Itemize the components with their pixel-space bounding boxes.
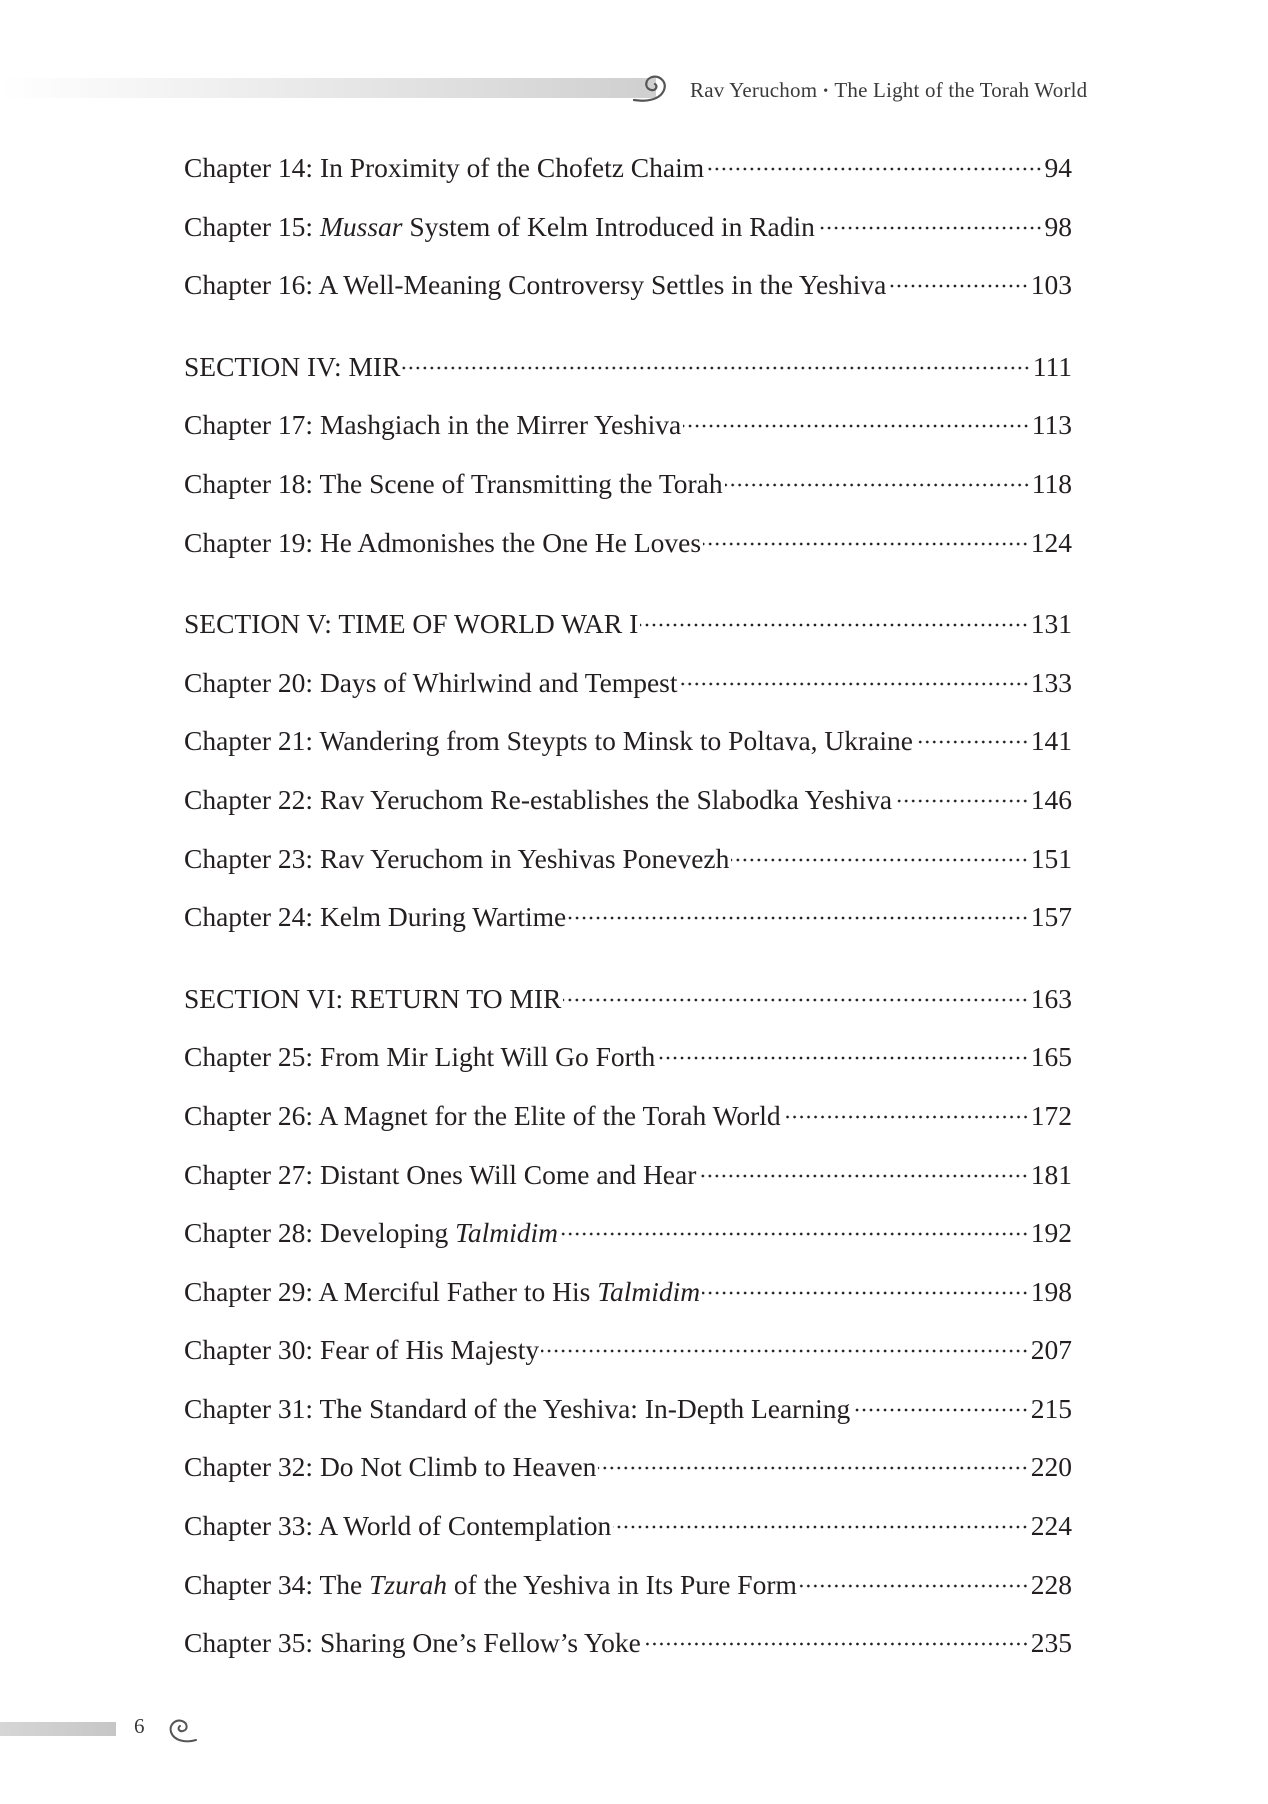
toc-page-number: 165	[1030, 1041, 1072, 1073]
dot-leader	[703, 540, 1029, 548]
dot-leader	[643, 1640, 1029, 1648]
toc-chapter-entry	[184, 207, 1072, 266]
dot-leader	[568, 914, 1029, 922]
toc-page-number: 94	[1044, 152, 1072, 183]
toc-entry-title-text: Chapter 15:	[184, 210, 320, 242]
dot-leader	[799, 1582, 1029, 1590]
toc-entry-title	[184, 207, 815, 247]
toc-page-number: 220	[1030, 1451, 1072, 1483]
toc-entry-title-text: Chapter 20: Days of Whirlwind and Tempest	[184, 666, 678, 698]
toc-page-number: 172	[1030, 1099, 1072, 1131]
dot-leader	[402, 364, 1030, 372]
dot-leader	[683, 422, 1030, 430]
header-separator: •	[823, 84, 829, 99]
toc-entry-title-italic: Mussar	[319, 210, 403, 242]
toc-chapter-entry	[184, 1155, 1072, 1214]
dot-leader	[613, 1523, 1028, 1531]
toc-entry-title	[184, 1389, 850, 1429]
toc-chapter-entry	[184, 1506, 1072, 1565]
toc-entry-title-italic: Talmidim	[597, 1275, 701, 1307]
toc-entry-title-text: of the Yeshiva in Its Pure Form	[447, 1568, 797, 1600]
book-subtitle: The Light of the Torah World	[834, 78, 1088, 102]
toc-page-number: 224	[1030, 1510, 1072, 1542]
running-header	[0, 68, 1268, 116]
toc-entry-title	[184, 721, 913, 761]
page-number: 6	[134, 1714, 145, 1738]
toc-entry-title-text: Chapter 21: Wandering from Steypts to Minsk to Poltava, Ukraine	[184, 725, 913, 757]
toc-entry-title	[184, 265, 886, 305]
toc-entry-title-text: Chapter 25: From Mir Light Will Go Forth	[184, 1041, 656, 1073]
toc-entry-title-text: Chapter 22: Rav Yeruchom Re-establishes the Slabodka Yeshiva	[184, 783, 893, 815]
page-footer	[0, 1710, 260, 1750]
toc-page-number: 192	[1030, 1217, 1072, 1249]
toc-chapter-entry	[184, 721, 1072, 780]
toc-entry-title-text: Chapter 29: A Merciful Father to His	[184, 1275, 598, 1307]
toc-entry-title-italic: Talmidim	[455, 1217, 559, 1249]
toc-entry-title-text: Chapter 28: Developing	[184, 1217, 456, 1249]
toc-page-number: 151	[1030, 842, 1072, 874]
toc-entry-title-text: Chapter 19: He Admonishes the One He Loves	[184, 526, 702, 558]
toc-chapter-entry	[184, 1623, 1072, 1682]
toc-entry-title	[184, 1213, 558, 1253]
toc-section-entry	[184, 979, 1072, 1038]
toc-chapter-entry	[184, 663, 1072, 722]
toc-chapter-entry	[184, 1389, 1072, 1448]
toc-entry-title-text: Chapter 16: A Well-Meaning Controversy Settles in the Yeshiva	[184, 269, 887, 301]
toc-chapter-entry	[184, 1565, 1072, 1624]
toc-page-number: 207	[1030, 1334, 1072, 1366]
toc-entry-title-text: Chapter 35: Sharing One’s Fellow’s Yoke	[184, 1627, 641, 1659]
toc-page-number: 103	[1030, 269, 1072, 301]
dot-leader	[698, 1172, 1028, 1180]
dot-leader	[640, 621, 1028, 629]
toc-entry-title	[184, 148, 704, 188]
toc-entry-title	[184, 780, 892, 820]
dot-leader	[541, 1347, 1029, 1355]
toc-entry-title	[184, 839, 729, 879]
toc-page-number: 163	[1030, 982, 1072, 1014]
toc-chapter-entry	[184, 405, 1072, 464]
toc-page-number: 141	[1030, 725, 1072, 757]
toc-entry-title-text: Chapter 34: The	[184, 1568, 370, 1600]
toc-page-number: 133	[1030, 666, 1072, 698]
toc-chapter-entry	[184, 265, 1072, 324]
toc-chapter-entry	[184, 1037, 1072, 1096]
dot-leader	[702, 1289, 1029, 1297]
running-header-title	[690, 78, 1087, 103]
dot-leader	[852, 1406, 1029, 1414]
dot-leader	[680, 680, 1029, 688]
toc-page-number: 118	[1031, 467, 1072, 499]
toc-page-number: 215	[1030, 1392, 1072, 1424]
toc-entry-title-text: Chapter 14: In Proximity of the Chofetz Chaim	[184, 152, 705, 183]
toc-entry-title-italic: Tzurah	[369, 1568, 448, 1600]
dot-leader	[894, 797, 1029, 805]
toc-entry-title	[184, 897, 566, 937]
toc-chapter-entry	[184, 780, 1072, 839]
toc-entry-title	[184, 464, 723, 504]
swirl-ornament-icon	[630, 70, 670, 106]
toc-entry-title-text: Chapter 33: A World of Contemplation	[184, 1510, 612, 1542]
toc-page-number: 124	[1030, 526, 1072, 558]
dot-leader	[563, 996, 1028, 1004]
toc-section-entry	[184, 604, 1072, 663]
toc-entry-title-text: SECTION V: TIME OF WORLD WAR I	[184, 608, 639, 640]
header-gradient-bar	[0, 78, 656, 98]
toc-entry-title	[184, 1272, 700, 1312]
toc-entry-title	[184, 979, 561, 1019]
toc-page-number: 198	[1030, 1275, 1072, 1307]
toc-page-number: 146	[1030, 783, 1072, 815]
dot-leader	[817, 224, 1043, 232]
dot-leader	[598, 1464, 1028, 1472]
toc-page-number: 111	[1032, 350, 1072, 382]
book-title: Rav Yeruchom	[690, 78, 818, 102]
toc-page-number: 113	[1031, 409, 1072, 441]
toc-chapter-entry	[184, 464, 1072, 523]
toc-entry-title	[184, 1155, 696, 1195]
dot-leader	[706, 165, 1042, 173]
dot-leader	[731, 856, 1028, 864]
toc-entry-title	[184, 1037, 655, 1077]
toc-page-number: 181	[1030, 1158, 1072, 1190]
table-of-contents	[184, 148, 1072, 1682]
toc-entry-title	[184, 1506, 611, 1546]
toc-entry-title-text: Chapter 17: Mashgiach in the Mirrer Yeshiva	[184, 409, 682, 441]
toc-entry-title	[184, 604, 638, 644]
toc-page-number: 98	[1044, 210, 1072, 242]
toc-entry-title	[184, 405, 681, 445]
toc-entry-title-text: Chapter 27: Distant Ones Will Come and Hear	[184, 1158, 697, 1190]
toc-entry-title-text: Chapter 24: Kelm During Wartime	[184, 901, 567, 933]
toc-entry-title-text: Chapter 31: The Standard of the Yeshiva: In-Depth Learning	[184, 1392, 851, 1424]
toc-chapter-entry	[184, 1213, 1072, 1272]
toc-entry-title	[184, 347, 400, 387]
toc-entry-title-text: Chapter 18: The Scene of Transmitting the Torah	[184, 467, 723, 499]
toc-entry-title	[184, 663, 678, 703]
toc-page-number: 131	[1030, 608, 1072, 640]
dot-leader	[888, 282, 1028, 290]
toc-entry-title	[184, 1447, 596, 1487]
toc-chapter-entry	[184, 839, 1072, 898]
toc-page-number: 228	[1030, 1568, 1072, 1600]
toc-page-number: 235	[1030, 1627, 1072, 1659]
toc-chapter-entry	[184, 1096, 1072, 1155]
toc-entry-title-text: Chapter 32: Do Not Climb to Heaven	[184, 1451, 597, 1483]
toc-chapter-entry	[184, 897, 1072, 956]
toc-entry-title-text: Chapter 26: A Magnet for the Elite of the Torah World	[184, 1099, 781, 1131]
toc-entry-title	[184, 1096, 781, 1136]
toc-chapter-entry	[184, 148, 1072, 207]
toc-chapter-entry	[184, 1447, 1072, 1506]
toc-entry-title-text: SECTION IV: MIR	[184, 350, 401, 382]
toc-chapter-entry	[184, 1272, 1072, 1331]
toc-entry-title	[184, 1623, 641, 1663]
dot-leader	[783, 1113, 1029, 1121]
toc-entry-title-text: SECTION VI: RETURN TO MIR	[184, 982, 562, 1014]
swirl-ornament-icon	[166, 1714, 200, 1746]
dot-leader	[915, 738, 1029, 746]
dot-leader	[725, 481, 1030, 489]
toc-chapter-entry	[184, 1330, 1072, 1389]
footer-gradient-bar	[0, 1722, 116, 1736]
toc-entry-title-text: Chapter 30: Fear of His Majesty	[184, 1334, 540, 1366]
toc-chapter-entry	[184, 523, 1072, 582]
toc-entry-title	[184, 1330, 539, 1370]
toc-page-number: 157	[1030, 901, 1072, 933]
toc-entry-title-text: System of Kelm Introduced in Radin	[402, 210, 815, 242]
toc-entry-title-text: Chapter 23: Rav Yeruchom in Yeshivas Ponevezh	[184, 842, 730, 874]
toc-entry-title	[184, 1565, 797, 1605]
dot-leader	[657, 1054, 1029, 1062]
dot-leader	[560, 1230, 1029, 1238]
toc-entry-title	[184, 523, 701, 563]
toc-section-entry	[184, 347, 1072, 406]
